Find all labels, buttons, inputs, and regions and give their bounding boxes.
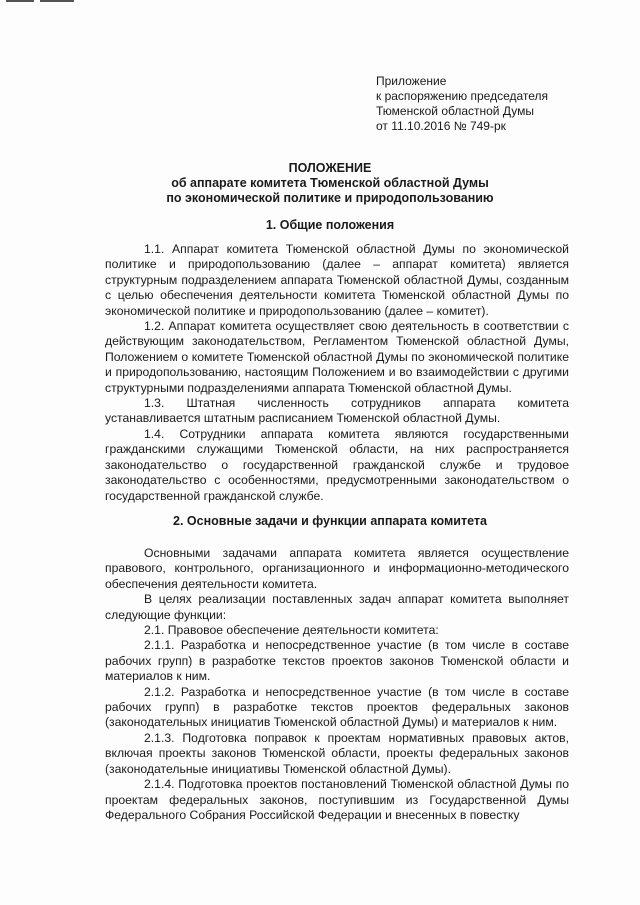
paragraph: 2.1. Правовое обеспечение деятельности комитета:: [144, 623, 439, 638]
attachment-line: Приложение: [376, 74, 447, 88]
title-line: об аппарате комитета Тюменской областной Думы: [171, 176, 489, 190]
paragraph: Основными задачами аппарата комитета является осуществление правового, контрольного, организационного и информационно-методического обеспечения деятельности комитета.: [105, 546, 569, 591]
title-line: ПОЛОЖЕНИЕ: [288, 161, 372, 175]
scan-artifact: [6, 0, 34, 2]
paragraph: 1.1. Аппарат комитета Тюменской областной Думы по экономической политике и природопользованию (далее – аппарат комитета) является структурным подразделением аппарата Тюменской областной Думы, созданным с целью обеспечения деятельности комитета Тюменской областной Думы по экономической политике и природопользованию (далее – комитет).: [105, 242, 569, 318]
paragraph: 2.1.1. Разработка и непосредственное участие (в том числе в составе рабочих групп) в разработке текстов проектов законов Тюменской области и материалов к ним.: [105, 638, 569, 684]
section-1-heading: 1. Общие положения: [265, 218, 395, 232]
paragraph: 1.4. Сотрудники аппарата комитета являются государственными гражданскими служащими Тюменской области, на них распространяется законодательство о государственной гражданской службе и трудовое законодательство с особенностями, предусмотренными законодательством о государственной гражданской службе.: [105, 426, 569, 503]
attachment-date-number: от 11.10.2016 № 749-рк: [376, 119, 506, 133]
title-line: по экономической политике и природопользованию: [166, 191, 494, 205]
attachment-line: Тюменской областной Думы: [376, 104, 534, 118]
paragraph: В целях реализации поставленных задач аппарат комитета выполняет следующие функции:: [105, 592, 569, 622]
paragraph: 2.1.4. Подготовка проектов постановлений Тюменской областной Думы по проектам федеральных законов, поступившим из Государственной Думы Федерального Собрания Российской Федерации и внесенных в повестку: [105, 777, 569, 822]
paragraph: 2.1.3. Подготовка поправок к проектам нормативных правовых актов, включая проекты законов Тюменской области, проекты федеральных законов (законодательные инициативы Тюменской областной Думы).: [105, 730, 569, 776]
document-title: [100, 161, 560, 206]
attachment-note: [376, 74, 548, 134]
paragraph: 1.3. Штатная численность сотрудников аппарата комитета устанавливается штатным расписанием Тюменской областной Думы.: [105, 396, 569, 426]
attachment-line: к распоряжению председателя: [376, 89, 549, 103]
section-2-body: [105, 546, 569, 823]
scan-artifact: [40, 0, 74, 2]
paragraph: 2.1.2. Разработка и непосредственное участие (в том числе в составе рабочих групп) в разработке текстов проектов федеральных законов (законодательных инициатив Тюменской областной Думы) и материалов к ним.: [105, 684, 569, 730]
section-1-body: [105, 242, 569, 504]
paragraph: 1.2. Аппарат комитета осуществляет свою деятельность в соответствии с действующим законодательством, Регламентом Тюменской областной Думы, Положением о комитете Тюменской областной Думы по экономической политике и природопользованию, настоящим Положением и во взаимодействии с другими структурными подразделениями аппарата Тюменской областной Думы.: [105, 319, 569, 395]
section-2-heading: 2. Основные задачи и функции аппарата комитета: [173, 514, 487, 528]
